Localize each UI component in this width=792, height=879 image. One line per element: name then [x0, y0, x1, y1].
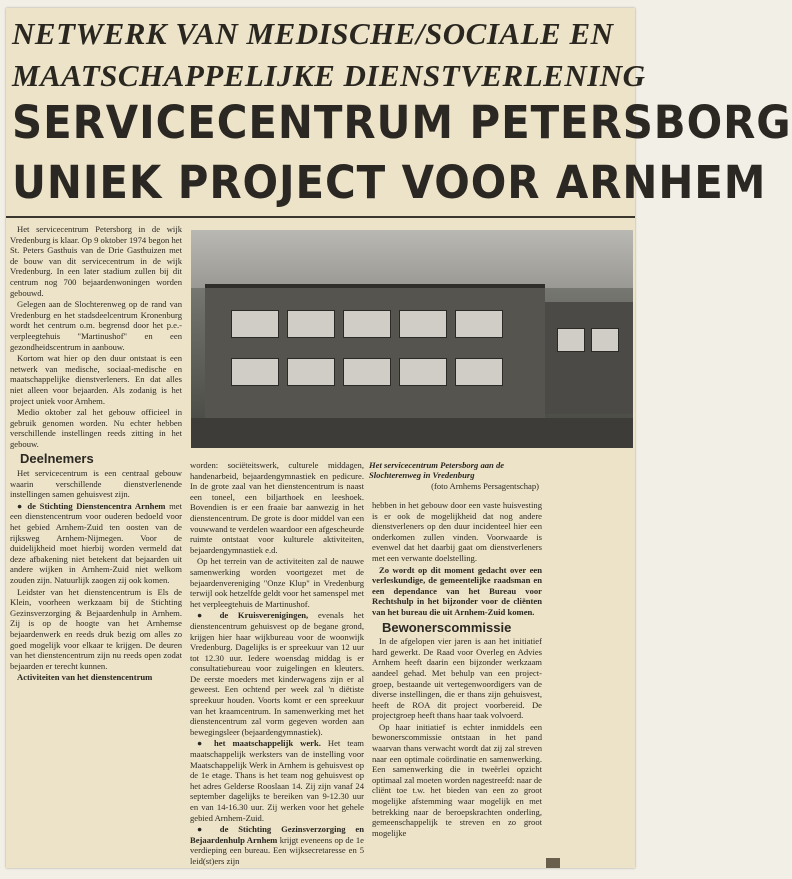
photo-window: [399, 310, 447, 338]
column-2: [190, 460, 364, 868]
photo-window: [287, 358, 335, 386]
subhead-deelnemers: Deelnemers: [20, 451, 94, 467]
col2-bold-lead: ● het maatschappelijk werk.: [197, 738, 321, 749]
column-3: [372, 500, 542, 839]
col1-paragraph: Kortom wat hier op den duur ontstaat is een netwerk van medische, sociaal-medische en maatschappelijke dienstverleners. En dat alles niet alleen voor bejaarden. Als zodanig is het project uniek voor Arnhem.: [10, 353, 182, 406]
building-photo: [191, 230, 633, 448]
photo-ground: [191, 418, 633, 448]
col1-paragraph: Medio oktober zal het gebouw officieel in gebruik genomen worden. Nu echter hebben verschillende instellingen reeds zitting in het gebouw.: [10, 407, 182, 449]
caption-credit: (foto Arnhems Persagentschap): [431, 480, 539, 491]
photo-window: [343, 310, 391, 338]
col2-paragraph: Op het terrein van de activiteiten zal de nauwe samenwerking worden voortgezet met de bejaardenvereniging "Onze Klup" in Vredenburg terwijl ook hetzelfde geldt voor het samenspel met het verpleegtehuis de Martinushof.: [190, 556, 364, 609]
caption-text: Het servicecentrum Petersborg aan de Slochterenweg in Vredenburg: [369, 460, 505, 481]
col2-bold-lead: ● de Stichting Gezinsverzorging en Bejaardenhulp Arnhem: [190, 824, 364, 845]
photo-window: [591, 328, 619, 352]
col1-paragraph: Het servicecentrum Petersborg in de wijk Vredenburg is klaar. Op 9 oktober 1974 begon het St. Peters Gasthuis van de Drie Gasthuizen met de bouw van dit servicecentrum in de wijk Vredenburg. In een later stadium zullen bij dit centrum nog 700 bejaardenwoningen worden gebouwd.: [10, 224, 182, 298]
col2-paragraph: krijgt eveneens op de 1e verdieping een bureau. Een wijksecretaresse en 5 leid(st)ers zijn: [190, 834, 364, 866]
col1-paragraph: Gelegen aan de Slochterenweg op de rand van Vredenburg en het stadsdeelcentrum Kronenburg wordt het centrum o.m. begrensd door het p.e.-verpleegtehuis "Martinushof" en een gezondheidscentrum in aanbouw.: [10, 299, 182, 352]
col3-paragraph: Op haar initiatief is echter inmiddels een bewonerscommissie ontstaan in het pand waarvan thans verwacht wordt dat zij zal streven naar een optimale coördinatie en samenwerking. Een samenwerking die in tweërlei opzicht optimaal zal moeten worden nagestreefd: naar de cliënt toe t.w. het bieden van een zo groot mogelijke afstemming waar mogelijk en met betrekking naar de beroepskrachten onderling, gemeenschappelijk te streven en zo groot mogelijke: [372, 721, 542, 838]
col3-paragraph: hebben in het gebouw door een vaste huisvesting is er ook de mogelijkheid dat nog andere dienstverleners op den duur incidenteel hier een onderkomen zullen vinden. Voorwaarde is evenwel dat het daarbij gaat om dienstverleners met een verwante doelstelling.: [372, 500, 542, 563]
photo-building-wing: [545, 302, 633, 414]
col2-paragraph: evenals het dienstencentrum gehuisvest op de begane grond, krijgen hier haar wijkbureau voor de woonwijk Vredenburg. Dagelijks is er spreekuur van 12 uur tot 12.30 uur. Iedere woensdag middag is er consultatiebureau voor zuigelingen en kleuters. De eerste moeders met kinderwagens zijn er al geweest. Een ochtend per week zal 'n diëtiste spreekuur houden. Voorts komt er een spreekuur van het kraamcentrum. In samenwerking met het dienstencentrum zal vorm gegeven worden aan bewegingsleer (bejaardengymnastiek).: [190, 610, 364, 737]
photo-sky: [191, 230, 633, 288]
col2-bold-lead: ● de Kruisverenigingen,: [197, 610, 309, 621]
photo-window: [231, 310, 279, 338]
col3-paragraph: Zo wordt op dit moment gedacht over een verleskundige, de gemeentelijke raadsman en een dependance van het Bureau voor Rechtshulp in het bijzonder voor de cliënten van het bureau die uit Arnhem-Zuid komen.: [372, 564, 542, 617]
photo-caption: [369, 460, 539, 491]
photo-building: [205, 284, 545, 422]
photo-window: [343, 358, 391, 386]
col3-paragraph: In de afgelopen vier jaren is aan het initiatief hard gewerkt. De Raad voor Overleg en Advies Arnhem heeft daarin een bijzonder werkzaam aandeel gehad. Met behulp van een project-groep, bestaande uit vertegenwoordigers van de diverse instellingen, die er thans zijn gehuisvest, heeft de ROA dit project voorbereid. De projectgroep heeft thans haar taak volvoerd.: [372, 636, 542, 721]
col1-paragraph: Activiteiten van het dienstencentrum: [17, 672, 153, 683]
col1-paragraph: Het servicecentrum is een centraal gebouw waarin verschillende dienstverlenende instellingen samen gehuisvest zijn.: [10, 468, 182, 500]
subhead-bewonerscommissie: Bewonerscommissie: [382, 619, 512, 635]
photo-window: [399, 358, 447, 386]
photo-window: [557, 328, 585, 352]
col2-paragraph: worden: sociëteitswerk, culturele middagen, handenarbeid, bejaardengymnastiek en pedicure. In de grote zaal van het dienstencentrum is naast een toneel, een biljarthoek en leeshoek. Bovendien is er een fraaie bar aanwezig in het dienstencentrum. De grote is door middel van een vouwwand te verdelen waardoor een afgescheurde ruimte ontstaat voor kulturele aktiviteiten, bejaardengymnastiek e.d.: [190, 460, 364, 555]
headline-line-1: SERVICECENTRUM PETERSBORG: [12, 96, 792, 149]
col1-bold-lead: ● de Stichting Dienstencentra Arnhem: [17, 500, 166, 511]
paper-edge-mark: [546, 858, 560, 868]
headline-line-2: UNIEK PROJECT VOOR ARNHEM: [12, 156, 767, 209]
photo-window: [455, 310, 503, 338]
kicker-line-1: NETWERK VAN MEDISCHE/SOCIALE EN: [12, 16, 614, 51]
col1-paragraph: met een dienstencentrum voor ouderen bedoeld voor het gebied Arnhem-Zuid ten oosten van de rijksweg Arnhem-Nijmegen. Voor de duidelijkheid moet hierbij worden vermeld dat deze afbakening niet betekent dat bejaarden uit andere wijken in Arnhem-Zuid niet welkom zouden zijn. Natuurlijk zaogen zij ook komen.: [10, 500, 182, 585]
column-1: [10, 224, 182, 684]
col2-paragraph: Het team maatschappelijk werksters van de instelling voor Maatschappelijk Werk in Arnhem is gehuisvest op de 1e etage. Thans is het team nog gehuisvest op het adres Gelderse Rooslaan 14. Zij zijn vanaf 24 september dagelijks te bereiken van 9-12.30 uur en van 14-16.30 uur. Zij werken voor het gehele gebied Arnhem-Zuid.: [190, 738, 364, 823]
photo-window: [231, 358, 279, 386]
header-rule: [6, 216, 635, 218]
kicker-line-2: MAATSCHAPPELIJKE DIENSTVERLENING: [12, 58, 646, 93]
newspaper-clipping: [6, 8, 792, 868]
photo-window: [455, 358, 503, 386]
col1-paragraph: Leidster van het dienstencentrum is Els de Klein, voorheen werkzaam bij de Stichting Gezinsverzorging & Bejaardenhulp in Arnhem. Zij is op de hoogte van het Arnhemse bejaardenwerk en reeds druk bezig om alles zo goed mogelijk voor elkaar te krijgen. De deuren van het dienstencentrum zijn nu reeds open zodat bejaarden er terecht kunnen.: [10, 586, 182, 671]
photo-window: [287, 310, 335, 338]
